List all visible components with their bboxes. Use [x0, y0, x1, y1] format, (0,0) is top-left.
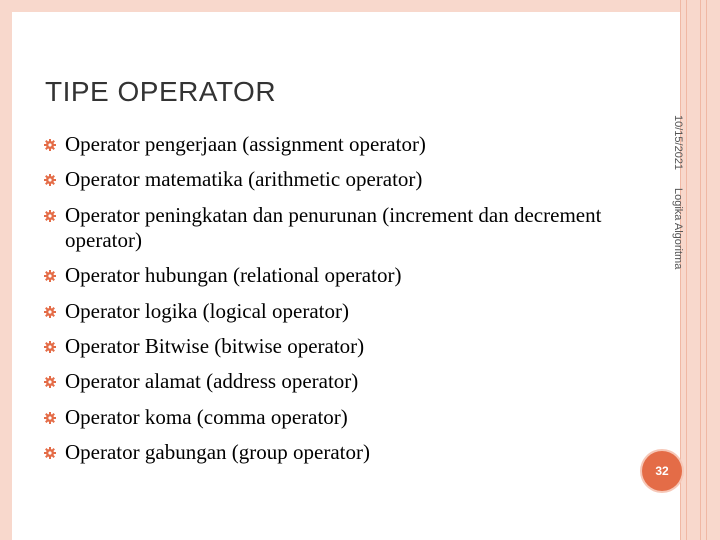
bullet-text: Operator logika (logical operator) [65, 298, 349, 323]
bullet-text: Operator peningkatan dan penurunan (increment dan decrement operator) [65, 202, 602, 253]
list-item [44, 405, 624, 431]
list-item [44, 167, 624, 193]
list-item [44, 263, 624, 289]
bullet-text: Operator Bitwise (bitwise operator) [65, 333, 365, 358]
list-item [44, 203, 624, 254]
bullet-text: Operator hubungan (relational operator) [65, 263, 402, 288]
list-item [44, 299, 624, 325]
gear-bullet-icon [44, 270, 56, 282]
bullet-text: Operator alamat (address operator) [65, 369, 359, 394]
gear-bullet-icon [44, 306, 56, 318]
page-number: 32 [642, 451, 682, 491]
bullet-text: Operator gabungan (group operator) [65, 439, 370, 464]
slide-date: 10/15/2021 [672, 115, 684, 171]
bullet-text: Operator pengerjaan (assignment operator) [65, 132, 426, 156]
frame-line [680, 0, 681, 540]
list-item [44, 132, 624, 158]
frame-line [700, 0, 701, 540]
gear-bullet-icon [44, 447, 56, 459]
bullet-list [44, 132, 624, 475]
list-item [44, 440, 624, 466]
bullet-text: Operator matematika (arithmetic operator) [65, 167, 423, 192]
slide-title: TIPE OPERATOR [45, 76, 277, 107]
slide-course-name: Logika Algoritma [672, 188, 684, 270]
slide-frame-top [0, 0, 720, 12]
frame-line [686, 0, 687, 540]
bullet-text: Operator koma (comma operator) [65, 404, 348, 429]
gear-bullet-icon [44, 412, 56, 424]
list-item [44, 369, 624, 395]
frame-line [706, 0, 707, 540]
gear-bullet-icon [44, 376, 56, 388]
slide-frame-left [0, 0, 12, 540]
gear-bullet-icon [44, 341, 56, 353]
gear-bullet-icon [44, 174, 56, 186]
list-item [44, 334, 624, 360]
gear-bullet-icon [44, 139, 56, 151]
gear-bullet-icon [44, 210, 56, 222]
